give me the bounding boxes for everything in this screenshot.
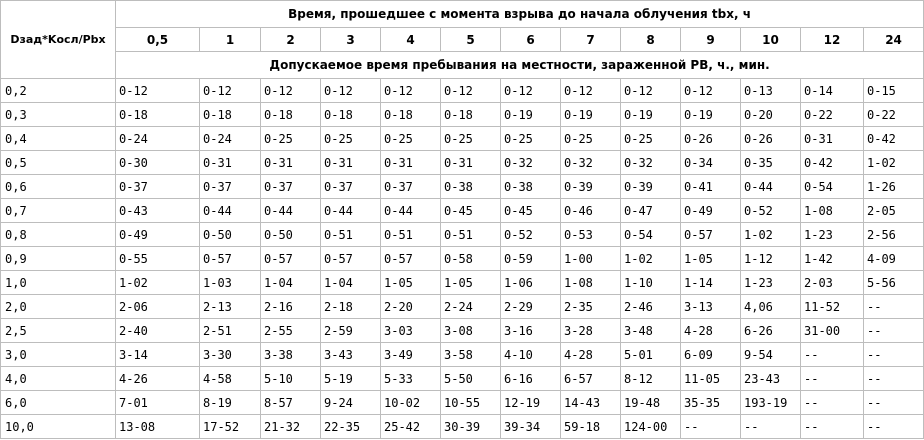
table-cell: 1-08 xyxy=(801,199,864,223)
table-cell: 2-29 xyxy=(501,295,561,319)
table-cell: 0-37 xyxy=(321,175,381,199)
table-cell: 0-57 xyxy=(261,247,321,271)
table-cell: 0-12 xyxy=(441,79,501,103)
table-cell: 1-06 xyxy=(501,271,561,295)
table-cell: 193-19 xyxy=(741,391,801,415)
table-cell: 0-25 xyxy=(381,127,441,151)
table-cell: 39-34 xyxy=(501,415,561,439)
table-cell: 0-18 xyxy=(381,103,441,127)
table-cell: 4-28 xyxy=(681,319,741,343)
row-label: 2,5 xyxy=(1,319,116,343)
column-header: 2 xyxy=(261,28,321,52)
table-cell: 1-05 xyxy=(681,247,741,271)
table-cell: 0-19 xyxy=(561,103,621,127)
table-cell: 0-51 xyxy=(381,223,441,247)
table-cell: 0-19 xyxy=(621,103,681,127)
table-cell: -- xyxy=(864,415,924,439)
table-cell: 0-37 xyxy=(200,175,261,199)
table-cell: 0-18 xyxy=(200,103,261,127)
table-cell: 0-31 xyxy=(200,151,261,175)
table-cell: 3-43 xyxy=(321,343,381,367)
column-header: 0,5 xyxy=(116,28,200,52)
row-label: 0,7 xyxy=(1,199,116,223)
table-cell: 1-02 xyxy=(116,271,200,295)
table-cell: 0-44 xyxy=(741,175,801,199)
table-cell: 0-31 xyxy=(441,151,501,175)
table-cell: 0-39 xyxy=(621,175,681,199)
table-cell: 6-26 xyxy=(741,319,801,343)
table-cell: 4,06 xyxy=(741,295,801,319)
table-cell: -- xyxy=(864,391,924,415)
table-cell: 2-56 xyxy=(864,223,924,247)
table-row xyxy=(1,175,924,199)
table-cell: 0-50 xyxy=(261,223,321,247)
table-cell: 2-18 xyxy=(321,295,381,319)
table-cell: 3-38 xyxy=(261,343,321,367)
table-cell: 0-50 xyxy=(200,223,261,247)
table-cell: 0-53 xyxy=(561,223,621,247)
table-row xyxy=(1,79,924,103)
table-cell: -- xyxy=(681,415,741,439)
table-cell: 0-42 xyxy=(801,151,864,175)
table-cell: 5-33 xyxy=(381,367,441,391)
table-cell: 0-44 xyxy=(381,199,441,223)
table-cell: 0-54 xyxy=(801,175,864,199)
table-cell: 0-59 xyxy=(501,247,561,271)
table-row xyxy=(1,199,924,223)
table-cell: 2-51 xyxy=(200,319,261,343)
table-cell: 4-26 xyxy=(116,367,200,391)
table-cell: 3-48 xyxy=(621,319,681,343)
table-cell: 0-45 xyxy=(441,199,501,223)
table-cell: 0-20 xyxy=(741,103,801,127)
table-cell: 13-08 xyxy=(116,415,200,439)
table-cell: 19-48 xyxy=(621,391,681,415)
table-cell: 0-43 xyxy=(116,199,200,223)
table-cell: 0-22 xyxy=(864,103,924,127)
table-cell: 1-04 xyxy=(261,271,321,295)
table-cell: 1-02 xyxy=(741,223,801,247)
table-cell: -- xyxy=(801,415,864,439)
table-cell: 23-43 xyxy=(741,367,801,391)
table-cell: 0-47 xyxy=(621,199,681,223)
table-cell: 0-31 xyxy=(321,151,381,175)
table-cell: 0-12 xyxy=(116,79,200,103)
table-cell: 10-02 xyxy=(381,391,441,415)
table-cell: 0-18 xyxy=(321,103,381,127)
table-cell: 0-39 xyxy=(561,175,621,199)
table-cell: 0-35 xyxy=(741,151,801,175)
table-cell: 3-30 xyxy=(200,343,261,367)
table-cell: 0-12 xyxy=(501,79,561,103)
table-cell: 22-35 xyxy=(321,415,381,439)
table-cell: 2-40 xyxy=(116,319,200,343)
table-row xyxy=(1,103,924,127)
table-cell: 0-31 xyxy=(261,151,321,175)
table-cell: 21-32 xyxy=(261,415,321,439)
table-cell: 5-56 xyxy=(864,271,924,295)
column-header: 4 xyxy=(381,28,441,52)
table-cell: -- xyxy=(801,391,864,415)
table-cell: 0-32 xyxy=(501,151,561,175)
column-header: 8 xyxy=(621,28,681,52)
table-cell: 0-12 xyxy=(621,79,681,103)
table-cell: 5-01 xyxy=(621,343,681,367)
table-cell: -- xyxy=(864,343,924,367)
column-header: 3 xyxy=(321,28,381,52)
row-label: 1,0 xyxy=(1,271,116,295)
column-header: 7 xyxy=(561,28,621,52)
table-row xyxy=(1,415,924,439)
table-row xyxy=(1,247,924,271)
table-cell: 4-10 xyxy=(501,343,561,367)
table-cell: 3-03 xyxy=(381,319,441,343)
table-cell: 5-19 xyxy=(321,367,381,391)
table-cell: 11-52 xyxy=(801,295,864,319)
table-cell: 0-25 xyxy=(321,127,381,151)
table-cell: 4-09 xyxy=(864,247,924,271)
table-cell: 0-42 xyxy=(864,127,924,151)
table-cell: 0-41 xyxy=(681,175,741,199)
table-cell: 0-31 xyxy=(801,127,864,151)
table-cell: 0-31 xyxy=(381,151,441,175)
table-cell: 8-19 xyxy=(200,391,261,415)
table-cell: 0-55 xyxy=(116,247,200,271)
row-label: 6,0 xyxy=(1,391,116,415)
table-cell: 1-02 xyxy=(621,247,681,271)
table-cell: 8-12 xyxy=(621,367,681,391)
table-row xyxy=(1,271,924,295)
table-cell: 59-18 xyxy=(561,415,621,439)
table-cell: 11-05 xyxy=(681,367,741,391)
table-cell: -- xyxy=(864,319,924,343)
table-cell: 2-55 xyxy=(261,319,321,343)
table-cell: 0-46 xyxy=(561,199,621,223)
column-header: 10 xyxy=(741,28,801,52)
table-cell: 0-25 xyxy=(441,127,501,151)
table-cell: 35-35 xyxy=(681,391,741,415)
table-cell: 0-54 xyxy=(621,223,681,247)
table-cell: 2-13 xyxy=(200,295,261,319)
row-label: 0,9 xyxy=(1,247,116,271)
column-header: 9 xyxy=(681,28,741,52)
table-cell: 0-44 xyxy=(261,199,321,223)
table-cell: 2-59 xyxy=(321,319,381,343)
subtitle-row xyxy=(1,52,924,79)
column-header: 24 xyxy=(864,28,924,52)
column-header: 1 xyxy=(200,28,261,52)
table-cell: 0-26 xyxy=(681,127,741,151)
title-row xyxy=(1,1,924,28)
table-cell: 0-51 xyxy=(321,223,381,247)
table-row xyxy=(1,391,924,415)
table-cell: 3-13 xyxy=(681,295,741,319)
table-cell: 1-42 xyxy=(801,247,864,271)
table-cell: 1-26 xyxy=(864,175,924,199)
table-cell: 0-44 xyxy=(200,199,261,223)
row-label: 10,0 xyxy=(1,415,116,439)
table-cell: 0-44 xyxy=(321,199,381,223)
table-cell: 2-46 xyxy=(621,295,681,319)
table-body xyxy=(1,79,924,439)
table-title: Время, прошедшее с момента взрыва до начала облучения tbx, ч xyxy=(116,1,924,28)
table-cell: 1-12 xyxy=(741,247,801,271)
table-cell: 0-38 xyxy=(441,175,501,199)
table-cell: 31-00 xyxy=(801,319,864,343)
table-cell: 1-23 xyxy=(741,271,801,295)
table-cell: 0-52 xyxy=(501,223,561,247)
table-cell: 0-34 xyxy=(681,151,741,175)
table-cell: 0-37 xyxy=(261,175,321,199)
row-label: 0,4 xyxy=(1,127,116,151)
table-cell: 0-37 xyxy=(116,175,200,199)
table-cell: 10-55 xyxy=(441,391,501,415)
table-cell: 0-32 xyxy=(621,151,681,175)
table-cell: 1-05 xyxy=(381,271,441,295)
table-cell: 0-12 xyxy=(561,79,621,103)
table-cell: 1-23 xyxy=(801,223,864,247)
table-cell: 0-32 xyxy=(561,151,621,175)
table-row xyxy=(1,127,924,151)
table-cell: 1-14 xyxy=(681,271,741,295)
table-row xyxy=(1,319,924,343)
table-cell: 0-58 xyxy=(441,247,501,271)
row-label: 0,6 xyxy=(1,175,116,199)
table-cell: 0-12 xyxy=(321,79,381,103)
table-cell: 124-00 xyxy=(621,415,681,439)
table-cell: 0-15 xyxy=(864,79,924,103)
table-cell: 0-25 xyxy=(561,127,621,151)
table-row xyxy=(1,151,924,175)
table-cell: 0-30 xyxy=(116,151,200,175)
table-cell: 0-49 xyxy=(681,199,741,223)
row-label: 0,8 xyxy=(1,223,116,247)
table-cell: 1-08 xyxy=(561,271,621,295)
table-cell: 0-19 xyxy=(681,103,741,127)
table-cell: 0-14 xyxy=(801,79,864,103)
table-cell: 2-06 xyxy=(116,295,200,319)
table-cell: 14-43 xyxy=(561,391,621,415)
table-cell: 9-24 xyxy=(321,391,381,415)
table-cell: 12-19 xyxy=(501,391,561,415)
table-cell: 0-19 xyxy=(501,103,561,127)
row-label: 0,3 xyxy=(1,103,116,127)
table-cell: 0-12 xyxy=(200,79,261,103)
table-cell: 2-16 xyxy=(261,295,321,319)
table-cell: 4-58 xyxy=(200,367,261,391)
table-cell: -- xyxy=(801,343,864,367)
table-cell: 0-57 xyxy=(681,223,741,247)
row-label: 3,0 xyxy=(1,343,116,367)
column-header-row xyxy=(1,28,924,52)
table-cell: 5-10 xyxy=(261,367,321,391)
table-cell: 0-25 xyxy=(501,127,561,151)
table-row xyxy=(1,223,924,247)
table-cell: 3-58 xyxy=(441,343,501,367)
table-cell: 0-49 xyxy=(116,223,200,247)
table-cell: 0-57 xyxy=(381,247,441,271)
table-row xyxy=(1,295,924,319)
table-cell: 2-24 xyxy=(441,295,501,319)
table-cell: 1-10 xyxy=(621,271,681,295)
table-cell: 1-00 xyxy=(561,247,621,271)
table-row xyxy=(1,367,924,391)
column-header: 12 xyxy=(801,28,864,52)
table-cell: 0-13 xyxy=(741,79,801,103)
table-subtitle: Допускаемое время пребывания на местности, зараженной РВ, ч., мин. xyxy=(116,52,924,79)
row-label: 0,5 xyxy=(1,151,116,175)
table-cell: -- xyxy=(801,367,864,391)
table-cell: 30-39 xyxy=(441,415,501,439)
table-cell: 0-26 xyxy=(741,127,801,151)
table-row xyxy=(1,343,924,367)
table-cell: 0-18 xyxy=(261,103,321,127)
table-cell: 1-04 xyxy=(321,271,381,295)
column-header: 6 xyxy=(501,28,561,52)
table-cell: 0-52 xyxy=(741,199,801,223)
table-cell: 0-37 xyxy=(381,175,441,199)
table-cell: 17-52 xyxy=(200,415,261,439)
table-cell: 0-12 xyxy=(261,79,321,103)
row-label: 4,0 xyxy=(1,367,116,391)
table-cell: 7-01 xyxy=(116,391,200,415)
table-cell: 3-16 xyxy=(501,319,561,343)
table-cell: 5-50 xyxy=(441,367,501,391)
table-cell: 8-57 xyxy=(261,391,321,415)
table-cell: 0-57 xyxy=(200,247,261,271)
corner-header: Dзад*Kосл/Pbx xyxy=(1,1,116,79)
table-cell: 2-03 xyxy=(801,271,864,295)
table-cell: 0-38 xyxy=(501,175,561,199)
table-cell: 3-28 xyxy=(561,319,621,343)
table-cell: 3-49 xyxy=(381,343,441,367)
row-label: 2,0 xyxy=(1,295,116,319)
column-header: 5 xyxy=(441,28,501,52)
table-cell: 0-25 xyxy=(261,127,321,151)
table-cell: 2-05 xyxy=(864,199,924,223)
table-cell: 0-57 xyxy=(321,247,381,271)
table-cell: 6-16 xyxy=(501,367,561,391)
table-cell: 4-28 xyxy=(561,343,621,367)
table-cell: 0-12 xyxy=(381,79,441,103)
table-cell: 0-24 xyxy=(200,127,261,151)
table-cell: 0-12 xyxy=(681,79,741,103)
table-cell: 25-42 xyxy=(381,415,441,439)
table-cell: -- xyxy=(864,367,924,391)
table-cell: 3-14 xyxy=(116,343,200,367)
table-cell: 2-35 xyxy=(561,295,621,319)
table-cell: 1-05 xyxy=(441,271,501,295)
table-cell: 6-09 xyxy=(681,343,741,367)
table-cell: 1-03 xyxy=(200,271,261,295)
table-cell: 0-45 xyxy=(501,199,561,223)
row-label: 0,2 xyxy=(1,79,116,103)
table-cell: -- xyxy=(741,415,801,439)
table-cell: 0-51 xyxy=(441,223,501,247)
table-cell: -- xyxy=(864,295,924,319)
table-cell: 0-24 xyxy=(116,127,200,151)
table-cell: 9-54 xyxy=(741,343,801,367)
table-cell: 3-08 xyxy=(441,319,501,343)
table-cell: 6-57 xyxy=(561,367,621,391)
table-cell: 1-02 xyxy=(864,151,924,175)
table-cell: 0-25 xyxy=(621,127,681,151)
table-cell: 0-18 xyxy=(441,103,501,127)
table-cell: 0-18 xyxy=(116,103,200,127)
table-cell: 2-20 xyxy=(381,295,441,319)
table-cell: 0-22 xyxy=(801,103,864,127)
